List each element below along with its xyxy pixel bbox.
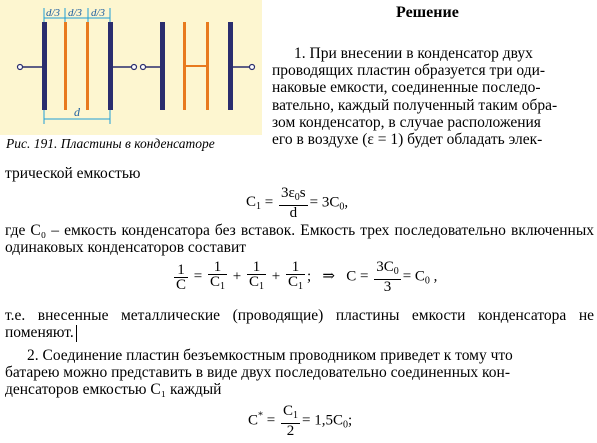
figure-caption: Рис. 191. Пластины в конденсаторе [6, 136, 215, 151]
dim-label-d: d [74, 105, 80, 119]
para1-line: зом конденсатор, в случае расположения [272, 113, 541, 131]
para1-line: наковые емкости, соединенные последо- [272, 79, 541, 97]
insert-plate-1 [64, 22, 67, 110]
right-cap-right-terminal [250, 65, 255, 70]
right-cap-left-terminal [141, 65, 146, 70]
paragraph-1 [272, 45, 594, 148]
formula1-lhs: $C_1$ [246, 194, 262, 213]
para1-line: 1. При внесении в конденсатор двух [294, 45, 533, 62]
dim-label-d3-c: d/3 [91, 7, 106, 19]
paragraph-3: т.е. внесенные металлические (проводящие) пластины емкости конденсатора не поменяют. [5, 307, 594, 342]
dim-label-d3-b: d/3 [68, 7, 83, 19]
right-plate [108, 22, 113, 110]
right-cap-left-plate [160, 22, 165, 110]
right-cap-insert-1 [183, 22, 186, 110]
left-terminal [18, 65, 23, 70]
insert-plate-2 [86, 22, 89, 110]
paragraph-4 [5, 347, 594, 399]
right-cap-right-plate [228, 22, 233, 110]
capacitor-figure [0, 0, 262, 135]
para1-line: проводящих пластин образуется три оди- [272, 62, 546, 80]
implies-arrow: ⇒ [322, 268, 335, 285]
formula-2: $\frac{1}{C}$ = $\frac{1}{C_1}$ + $\frac{1}{C_1}$ + $\frac{1}{C_1}$ ; ⇒ C = $\frac{3C_0}{3}$ = $C_0$ , [176, 259, 438, 295]
para4-line: 2. Соединение пластин безъемкостным проводником приведет к тому что [27, 347, 513, 364]
para1-tail: трической емкостью [5, 165, 141, 182]
right-cap-insert-2 [206, 22, 209, 110]
formula-3: C* = $\frac{C_1}{2}$ = $1,5C_0$; [248, 403, 353, 439]
formula1-fraction: $\frac{3\varepsilon_0s}{d}$ [280, 185, 306, 221]
text-cursor [76, 325, 77, 342]
para4-line: батарею можно представить в виде двух последовательно соединенных кон- [5, 364, 511, 382]
left-plate [42, 22, 47, 110]
solution-heading: Решение [396, 4, 459, 21]
dim-label-d3-a: d/3 [46, 7, 61, 19]
formula-1: $C_1$ = $\frac{3\varepsilon_0s}{d}$ = $3C_0$, [246, 185, 349, 221]
capacitor-diagram [0, 0, 262, 135]
para4-line: денсаторов емкостью C₁ каждый [5, 381, 222, 399]
para1-line: его в воздухе (ε = 1) будет обладать элек- [272, 131, 543, 149]
para1-line: вательно, каждый полученный таким обра- [272, 96, 558, 114]
paragraph-2: где C₀ – емкость конденсатора без вставок. Емкость трех последовательно включенных одинаковых конденсаторов составит [5, 222, 594, 257]
right-terminal [132, 65, 137, 70]
